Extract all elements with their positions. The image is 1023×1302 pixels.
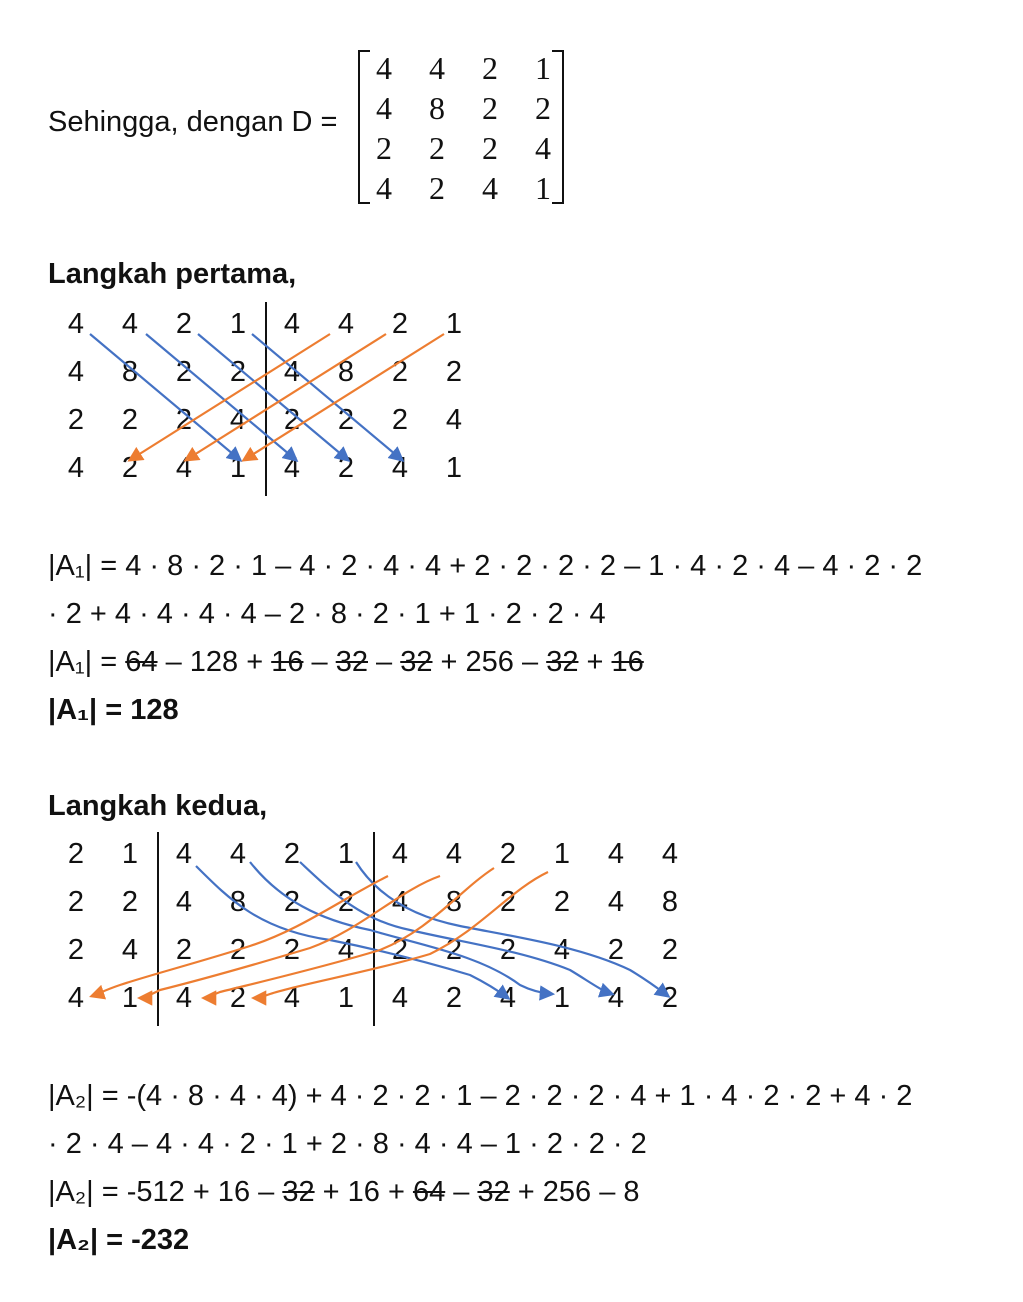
grid-cell: 1 (337, 982, 355, 1014)
equation-term: – 128 + (157, 646, 272, 678)
step2-result: |A₂| = -232 (48, 1224, 190, 1256)
matrix-cell: 4 (376, 50, 392, 86)
grid-cell: 4 (175, 452, 193, 484)
grid-cell: 4 (445, 838, 463, 870)
grid-cell: 4 (121, 934, 139, 966)
grid-cell: 2 (337, 452, 355, 484)
grid-cell: 2 (283, 886, 301, 918)
grid-cell: 2 (175, 934, 193, 966)
matrix-cell: 4 (535, 130, 551, 166)
grid-cell: 1 (553, 982, 571, 1014)
grid-cell: 4 (391, 886, 409, 918)
struck-term: 32 (282, 1176, 315, 1208)
grid-cell: 2 (445, 934, 463, 966)
step2-heading: Langkah kedua, (48, 790, 268, 822)
step2-equation-line1: |A₂| = -(4 · 8 · 4 · 4) + 4 · 2 · 2 · 1 – 2 · 2 · 2 · 4 + 1 · 4 · 2 · 2 + 4 · 2 (48, 1080, 913, 1112)
grid-cell: 8 (229, 886, 247, 918)
struck-term: 16 (271, 646, 304, 678)
step1-line3-prefix: |A₁| = (48, 646, 126, 678)
grid-cell: 2 (175, 356, 193, 388)
step1-equation-line2: · 2 + 4 · 4 · 4 · 4 – 2 · 8 · 2 · 1 + 1 · 2 · 2 · 4 (48, 598, 606, 630)
grid-cell: 2 (283, 404, 301, 436)
grid-cell: 1 (553, 838, 571, 870)
grid-cell: 4 (67, 356, 85, 388)
grid-cell: 4 (283, 356, 301, 388)
grid-cell: 2 (175, 308, 193, 340)
struck-term: 32 (477, 1176, 510, 1208)
grid-cell: 2 (499, 934, 517, 966)
up-diagonal-arrow (92, 876, 388, 996)
intro-text: Sehingga, dengan D = (48, 106, 338, 138)
down-diagonal-arrow (196, 866, 508, 998)
grid-cell: 2 (499, 838, 517, 870)
grid-cell: 4 (391, 838, 409, 870)
grid-cell: 4 (337, 934, 355, 966)
equation-term: – (367, 646, 401, 678)
grid-cell: 2 (553, 886, 571, 918)
matrix-cell: 2 (376, 130, 392, 166)
grid-cell: 2 (445, 356, 463, 388)
grid-cell: 2 (67, 404, 85, 436)
grid-cell: 8 (121, 356, 139, 388)
struck-term: 64 (125, 646, 158, 678)
grid-cell: 8 (661, 886, 679, 918)
grid-cell: 2 (607, 934, 625, 966)
grid-cell: 2 (661, 982, 679, 1014)
grid-cell: 4 (283, 982, 301, 1014)
grid-cell: 4 (607, 838, 625, 870)
grid-cell: 2 (121, 452, 139, 484)
grid-cell: 1 (445, 308, 463, 340)
grid-cell: 2 (391, 404, 409, 436)
grid-cell: 2 (229, 934, 247, 966)
matrix-cell: 2 (535, 90, 551, 126)
grid-cell: 4 (121, 308, 139, 340)
grid-cell: 1 (229, 308, 247, 340)
grid-cell: 4 (337, 308, 355, 340)
grid-cell: 4 (67, 982, 85, 1014)
equation-term: + 256 – (432, 646, 547, 678)
struck-term: 32 (335, 646, 368, 678)
grid-cell: 4 (499, 982, 517, 1014)
step2-line3-prefix: |A₂| = (48, 1176, 127, 1208)
matrix-cell: 2 (482, 50, 498, 86)
matrix-cell: 4 (429, 50, 445, 86)
grid-cell: 1 (337, 838, 355, 870)
grid-cell: 4 (67, 308, 85, 340)
matrix-cell: 1 (535, 50, 551, 86)
struck-term: 32 (400, 646, 433, 678)
matrix-cell: 4 (376, 90, 392, 126)
grid-cell: 2 (67, 934, 85, 966)
grid-cell: 2 (391, 356, 409, 388)
grid-cell: 4 (67, 452, 85, 484)
grid-cell: 4 (553, 934, 571, 966)
grid-cell: 2 (337, 886, 355, 918)
equation-term: + 16 + (314, 1176, 413, 1208)
grid-cell: 4 (175, 886, 193, 918)
matrix-cell: 2 (482, 130, 498, 166)
grid-cell: 2 (283, 934, 301, 966)
grid-cell: 4 (283, 308, 301, 340)
grid-cell: 2 (175, 404, 193, 436)
equation-term: + (578, 646, 612, 678)
grid-cell: 2 (121, 886, 139, 918)
grid-cell: 4 (607, 886, 625, 918)
grid-cell: 2 (283, 838, 301, 870)
matrix-cell: 8 (429, 90, 445, 126)
matrix-cell: 1 (535, 170, 551, 206)
grid-cell: 1 (121, 982, 139, 1014)
grid-cell: 4 (175, 982, 193, 1014)
struck-term: 16 (611, 646, 644, 678)
grid-cell: 4 (283, 452, 301, 484)
grid-cell: 4 (391, 452, 409, 484)
grid-cell: 4 (661, 838, 679, 870)
grid-cell: 2 (121, 404, 139, 436)
grid-cell: 4 (607, 982, 625, 1014)
grid-cell: 1 (445, 452, 463, 484)
struck-term: 64 (412, 1176, 446, 1208)
matrix-cell: 2 (429, 170, 445, 206)
grid-cell: 4 (229, 404, 247, 436)
struck-term: 32 (546, 646, 579, 678)
matrix-cell: 4 (376, 170, 392, 206)
grid-cell: 2 (391, 308, 409, 340)
grid-cell: 1 (229, 452, 247, 484)
grid-cell: 2 (391, 934, 409, 966)
grid-cell: 8 (337, 356, 355, 388)
step1-heading: Langkah pertama, (48, 258, 297, 290)
equation-term: – (303, 646, 336, 678)
grid-cell: 2 (499, 886, 517, 918)
grid-cell: 2 (445, 982, 463, 1014)
grid-cell: 4 (445, 404, 463, 436)
grid-cell: 1 (121, 838, 139, 870)
grid-cell: 4 (391, 982, 409, 1014)
equation-term: + 256 – 8 (509, 1176, 640, 1208)
step2-equation-line2: · 2 · 4 – 4 · 4 · 2 · 1 + 2 · 8 · 4 · 4 – 1 · 2 · 2 · 2 (48, 1128, 647, 1160)
grid-cell: 2 (67, 838, 85, 870)
matrix-cell: 2 (429, 130, 445, 166)
matrix-cell: 2 (482, 90, 498, 126)
equation-term: -512 + 16 – (126, 1176, 283, 1208)
grid-cell: 2 (337, 404, 355, 436)
grid-cell: 4 (175, 838, 193, 870)
grid-cell: 2 (661, 934, 679, 966)
step1-equation-line1: |A₁| = 4 · 8 · 2 · 1 – 4 · 2 · 4 · 4 + 2 · 2 · 2 · 2 – 1 · 4 · 2 · 4 – 4 · 2 · 2 (48, 550, 923, 582)
step2-equation-line3 (48, 1176, 640, 1209)
grid-cell: 2 (229, 982, 247, 1014)
step1-result: |A₁| = 128 (48, 694, 179, 726)
grid-cell: 4 (229, 838, 247, 870)
equation-term: – (445, 1176, 478, 1208)
grid-cell: 2 (67, 886, 85, 918)
matrix-cell: 4 (482, 170, 498, 206)
grid-cell: 8 (445, 886, 463, 918)
grid-cell: 2 (229, 356, 247, 388)
up-diagonal-arrow (204, 868, 494, 998)
